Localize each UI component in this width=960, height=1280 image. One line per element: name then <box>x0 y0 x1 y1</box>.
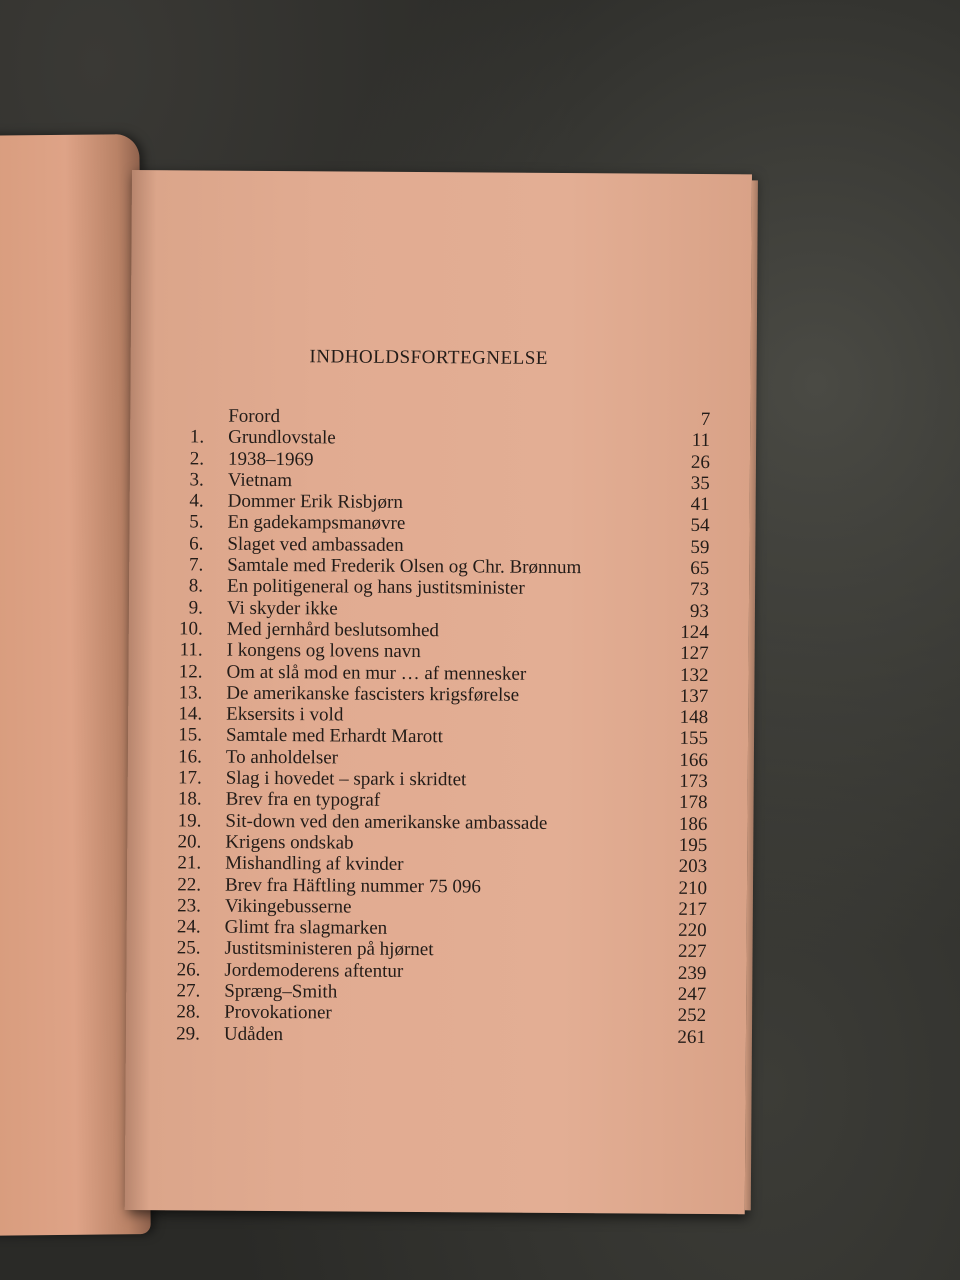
toc-entry-page: 41 <box>690 494 710 516</box>
toc-entry-page: 93 <box>689 600 710 622</box>
toc-entry-page: 59 <box>690 536 710 558</box>
toc-entry-page: 173 <box>679 770 708 793</box>
book-page <box>125 170 752 1214</box>
toc-entry-page: 217 <box>678 898 707 920</box>
toc-entry-page: 252 <box>677 1005 707 1027</box>
toc-entry-page: 178 <box>679 792 708 814</box>
toc-entry-page: 166 <box>679 749 708 771</box>
toc-entry-page: 155 <box>679 728 709 750</box>
toc-entry-title: Grundlovstale <box>228 426 336 449</box>
toc-entry-number: 3. <box>189 469 204 491</box>
toc-entry-page: 11 <box>691 430 711 452</box>
toc-entry-title: 1938–1969 <box>227 448 314 470</box>
toc-entry-page: 210 <box>678 877 708 899</box>
toc-entry-number: 24. <box>176 916 201 938</box>
toc-entry-number: 17. <box>177 767 202 789</box>
toc-entry-title: En gadekampsmanøvre <box>227 512 406 535</box>
toc-entry-page: 7 <box>700 408 711 431</box>
toc-entry-page: 137 <box>679 685 709 707</box>
toc-entry-title: De amerikanske fascisters krigsførelse <box>226 682 520 706</box>
toc-entry-page: 148 <box>679 706 709 729</box>
toc-list <box>166 405 710 1048</box>
toc-entry-title: Sit-down ved den amerikanske ambassade <box>225 810 548 834</box>
toc-entry-title: Brev fra Häftling nummer 75 096 <box>224 874 481 897</box>
toc-entry-title: Eksersits i vold <box>226 703 344 726</box>
toc-entry-page: 65 <box>690 557 710 580</box>
toc-entry-page: 127 <box>680 643 709 665</box>
toc-entry-number: 19. <box>177 809 202 832</box>
toc-entry-title: Mishandling af kvinder <box>225 852 404 876</box>
toc-entry-title: Brev fra en typograf <box>225 789 381 812</box>
toc-entry-title: Forord <box>228 405 281 428</box>
toc-entry-title: Dommer Erik Risbjørn <box>227 490 403 514</box>
toc-entry-number: 15. <box>178 724 203 746</box>
toc-entry-page: 186 <box>678 813 708 835</box>
toc-entry-title: Slag i hovedet – spark i skridtet <box>225 767 467 791</box>
toc-entry-number: 1. <box>189 426 205 448</box>
toc-entry-number: 9. <box>188 597 204 619</box>
toc-entry-number: 22. <box>177 873 202 896</box>
toc-heading: INDHOLDSFORTEGNELSE <box>309 346 549 369</box>
toc-entry-title: Vikingebusserne <box>224 895 352 918</box>
toc-entry-page: 35 <box>690 472 710 494</box>
toc-entry-page: 247 <box>677 983 707 1006</box>
toc-entry-title: Om at slå mod en mur … af mennesker <box>226 661 527 685</box>
toc-entry-number: 12. <box>178 660 203 683</box>
toc-entry-page: 124 <box>680 621 709 644</box>
toc-entry-number: 27. <box>176 980 201 1002</box>
toc-entry-title: Samtale med Erhardt Marott <box>225 725 443 748</box>
toc-entry-page: 239 <box>677 962 707 984</box>
toc-entry-title: To anholdelser <box>225 746 339 769</box>
toc-entry-title: Glimt fra slagmarken <box>224 916 388 939</box>
toc-entry-number: 21. <box>177 852 202 874</box>
toc-entry-title: Krigens ondskab <box>225 831 354 854</box>
toc-entry-page: 132 <box>679 664 709 686</box>
toc-entry-number: 4. <box>189 490 204 512</box>
toc-entry-page: 26 <box>690 451 711 473</box>
toc-entry-number: 13. <box>178 682 203 704</box>
toc-entry-title: Udåden <box>223 1023 284 1045</box>
toc-entry-number: 26. <box>176 959 201 981</box>
toc-entry-number: 2. <box>189 448 205 470</box>
toc-entry-title: Spræng–Smith <box>224 980 338 1003</box>
toc-entry-page: 195 <box>678 834 708 856</box>
toc-entry <box>166 1023 706 1048</box>
toc-entry-page: 54 <box>690 515 710 537</box>
toc-entry-title: Slaget ved ambassaden <box>227 533 404 556</box>
toc-entry-number: 18. <box>177 788 202 810</box>
toc-entry-page: 227 <box>677 941 707 963</box>
toc-entry-number: 7. <box>188 554 204 576</box>
toc-entry-title: Vietnam <box>227 469 293 492</box>
toc-entry-title: Samtale med Frederik Olsen og Chr. Brønnum <box>227 554 582 579</box>
toc-entry-title: Justitsministeren på hjørnet <box>224 938 434 961</box>
toc-entry-title: I kongens og lovens navn <box>226 639 421 663</box>
toc-entry-page: 203 <box>678 856 708 878</box>
toc-entry-title: En politigeneral og hans justitsminister <box>227 576 525 600</box>
toc-entry-number: 23. <box>177 895 201 917</box>
toc-entry-title: Provokationer <box>224 1001 332 1024</box>
toc-entry-title: Jordemoderens aftentur <box>224 959 404 982</box>
toc-entry-title: Med jernhård beslutsomhed <box>226 618 439 642</box>
toc-entry-number: 16. <box>178 746 202 768</box>
toc-entry-number: 11. <box>179 639 203 661</box>
toc-entry-page: 220 <box>678 919 707 942</box>
toc-entry-number: 5. <box>189 511 204 533</box>
toc-entry-number: 8. <box>188 575 204 597</box>
toc-entry-number: 14. <box>178 703 203 725</box>
toc-entry-number: 6. <box>189 533 204 555</box>
toc-entry-page: 73 <box>690 579 710 601</box>
toc-entry-number: 25. <box>176 937 201 959</box>
toc-entry-number: 20. <box>177 831 202 853</box>
toc-entry-number: 29. <box>176 1022 201 1045</box>
toc-entry-number: 28. <box>176 1001 201 1023</box>
toc-entry-page: 261 <box>677 1026 707 1048</box>
toc-entry-number: 10. <box>178 618 203 640</box>
toc-entry-title: Vi skyder ikke <box>226 597 338 620</box>
